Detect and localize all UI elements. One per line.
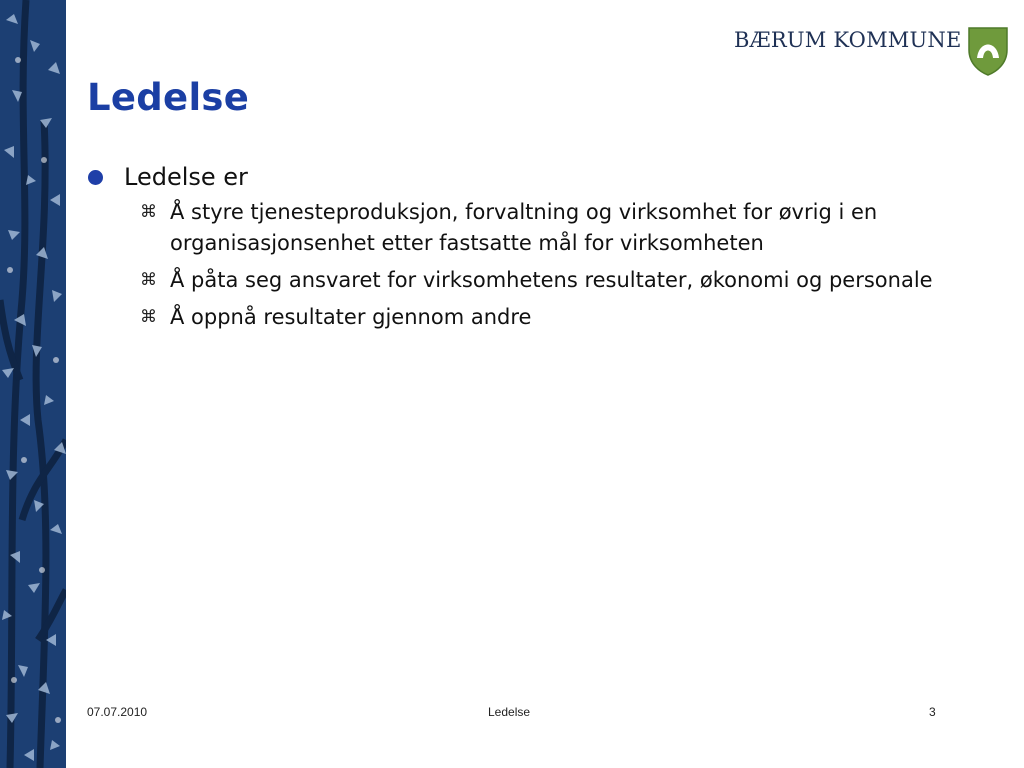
sub-bullet-item xyxy=(140,302,968,333)
sub-bullet-text: Å oppnå resultater gjennom andre xyxy=(170,305,532,329)
slide-body xyxy=(88,160,968,339)
command-key-icon: ⌘ xyxy=(140,202,157,222)
sub-bullet-list xyxy=(140,197,968,333)
decorative-tree-strip xyxy=(0,0,66,768)
municipality-logo xyxy=(734,26,1008,78)
bullet-text: Ledelse er xyxy=(124,163,248,191)
sub-bullet-item xyxy=(140,265,968,296)
sub-bullet-text: Å påta seg ansvaret for virksomhetens resultater, økonomi og personale xyxy=(170,268,933,292)
tree-pattern-graphic xyxy=(0,0,66,768)
slide-title: Ledelse xyxy=(87,76,250,119)
page-number: 3 xyxy=(929,705,936,719)
shield-icon xyxy=(968,26,1008,76)
footer-date: 07.07.2010 xyxy=(87,705,148,719)
sub-bullet-item xyxy=(140,197,968,259)
footer-title: Ledelse xyxy=(488,705,531,719)
command-key-icon: ⌘ xyxy=(140,307,157,327)
sub-bullet-text: Å styre tjenesteproduksjon, forvaltning og virksomhet for øvrig i en organisasjonsenhet etter fastsatte mål for virksomheten xyxy=(170,200,878,255)
logo-text: BÆRUM KOMMUNE xyxy=(734,28,962,52)
command-key-icon: ⌘ xyxy=(140,270,157,290)
filled-circle-icon xyxy=(88,170,103,185)
bullet-level1 xyxy=(88,160,968,194)
